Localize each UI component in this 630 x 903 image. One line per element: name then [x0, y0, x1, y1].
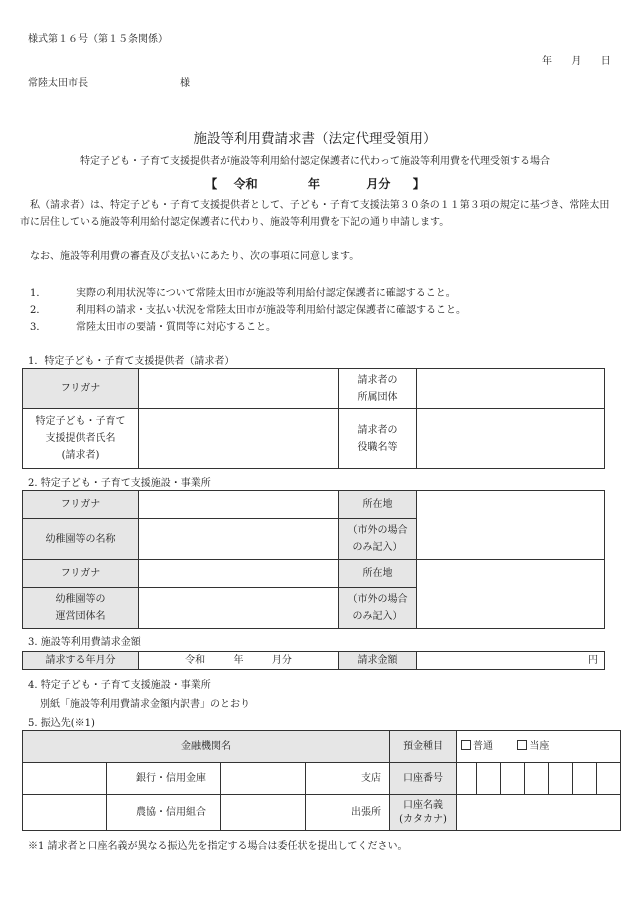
billing-year: 年: [233, 655, 244, 666]
coop-type-label: 農協・信用組合: [107, 795, 221, 831]
account-digit[interactable]: [597, 763, 621, 795]
section2-heading: 2. 特定子ども・子育て支援施設・事業所: [28, 478, 211, 489]
requester-table: [22, 368, 605, 469]
facility-outside-note-line1: （市外の場合: [347, 525, 408, 536]
bank-table: [22, 730, 621, 831]
operator-outside-note-line2: のみ記入）: [352, 611, 403, 622]
account-digit[interactable]: [525, 763, 549, 795]
financial-institution-label: 金融機関名: [23, 731, 390, 763]
section4-note: 別紙「施設等利用費請求金額内訳書」のとおり: [40, 699, 250, 710]
account-digit[interactable]: [549, 763, 573, 795]
requester-org-field[interactable]: [417, 369, 605, 409]
operator-name-label-line1: 幼稚園等の: [55, 594, 106, 605]
requester-name-field[interactable]: [139, 409, 339, 469]
deposit-type-options: [457, 731, 621, 763]
date-day-label: 日: [600, 56, 611, 67]
requester-title-label-line1: 請求者の: [357, 424, 398, 436]
billing-period: [0, 175, 630, 192]
branch-name-field[interactable]: [221, 763, 306, 795]
consent-item-text: 実際の利用状況等について常陸太田市が施設等利用給付認定保護者に確認すること。: [76, 288, 456, 299]
billing-month: 月分: [271, 655, 292, 666]
operator-outside-note: [339, 588, 417, 629]
period-year: 年: [307, 177, 320, 191]
requester-org-label-line1: 請求者の: [357, 374, 398, 386]
footnote: ※1 請求者と口座名義が異なる振込先を指定する場合は委任状を提出してください。: [28, 841, 408, 852]
consent-paragraph: なお、施設等利用費の審査及び支払いにあたり、次の事項に同意します。: [30, 251, 360, 262]
facility-address-label: 所在地: [339, 491, 417, 519]
billing-era: 令和: [185, 655, 206, 666]
sub-branch-label: 出張所: [306, 795, 390, 831]
consent-item-num: 1．: [30, 288, 47, 299]
operator-address-field[interactable]: [417, 560, 605, 629]
consent-item-num: 2．: [30, 305, 47, 316]
currency-unit: 円: [588, 655, 598, 666]
facility-outside-note-line2: のみ記入）: [352, 542, 403, 553]
period-month: 月分: [366, 177, 391, 191]
section4-heading: 4. 特定子ども・子育て支援施設・事業所: [28, 680, 211, 691]
requester-name-label-line1: 特定子ども・子育て: [35, 416, 126, 427]
date-line: [542, 52, 611, 67]
section1-heading: 1．特定子ども・子育て支援提供者（請求者）: [28, 356, 235, 367]
account-name-label: [390, 795, 457, 831]
form-number: 様式第１６号（第１５条関係）: [28, 34, 168, 45]
amount-table: [22, 651, 605, 670]
operator-name-label: [23, 588, 139, 629]
bank-type-label: 銀行・信用金庫: [107, 763, 221, 795]
requester-title-label-line2: 役職名等: [357, 441, 398, 453]
section5-heading: 5. 振込先(※1): [28, 718, 95, 729]
consent-item-text: 常陸太田市の要請・質問等に対応すること。: [76, 322, 276, 333]
intro-paragraph: 私（請求者）は、特定子ども・子育て支援提供者として、子ども・子育て支援法第３０条の１１第３項の規定に基づき、常陸太田市に居住している施設等利用給付認定保護者に代わり、施設等利用費を下記の通り申請します。: [20, 200, 610, 228]
account-number-label: 口座番号: [390, 763, 457, 795]
sub-branch-name-field[interactable]: [221, 795, 306, 831]
bank-name-field[interactable]: [23, 763, 107, 795]
branch-label: 支店: [306, 763, 390, 795]
requester-furigana-label: フリガナ: [23, 369, 139, 409]
checking-label: 当座: [529, 741, 550, 752]
billing-month-label: 請求する年月分: [23, 652, 139, 670]
account-digit[interactable]: [501, 763, 525, 795]
kindergarten-name-field[interactable]: [139, 519, 339, 560]
deposit-type-label: 預金種目: [390, 731, 457, 763]
account-name-field[interactable]: [457, 795, 621, 831]
amount-label: 請求金額: [339, 652, 417, 670]
period-open-bracket: 【: [205, 177, 218, 191]
consent-item-num: 3．: [30, 322, 47, 333]
requester-title-label: [339, 409, 417, 469]
requester-org-label-line2: 所属団体: [357, 391, 398, 403]
account-digit[interactable]: [573, 763, 597, 795]
ordinary-label: 普通: [473, 741, 493, 752]
kindergarten-name-label: 幼稚園等の名称: [23, 519, 139, 560]
billing-month-field[interactable]: [139, 652, 339, 670]
document-title: 施設等利用費請求書（法定代理受領用）: [193, 131, 437, 147]
account-name-label-line2: (カタカナ): [399, 813, 447, 825]
period-era: 令和: [233, 177, 258, 191]
requester-name-label-line2: 支援提供者氏名: [45, 433, 116, 444]
facility-furigana-field[interactable]: [139, 491, 339, 519]
amount-field[interactable]: [417, 652, 605, 670]
document-subtitle: 特定子ども・子育て支援提供者が施設等利用給付認定保護者に代わって施設等利用費を代理受領する場合: [80, 156, 550, 167]
honorific: 様: [180, 78, 190, 89]
requester-furigana-field[interactable]: [139, 369, 339, 409]
requester-org-label: [339, 369, 417, 409]
ordinary-checkbox[interactable]: [461, 740, 471, 750]
requester-title-field[interactable]: [417, 409, 605, 469]
consent-item-text: 利用料の請求・支払い状況を常陸太田市が施設等利用給付認定保護者に確認すること。: [76, 305, 466, 316]
section3-heading: 3. 施設等利用費請求金額: [28, 637, 141, 648]
account-digit[interactable]: [457, 763, 477, 795]
account-name-label-line1: 口座名義: [403, 799, 443, 811]
date-year-label: 年: [542, 56, 552, 67]
operator-address-label: 所在地: [339, 560, 417, 588]
addressee: 常陸太田市長: [28, 78, 88, 89]
operator-furigana-label: フリガナ: [23, 560, 139, 588]
operator-outside-note-line1: （市外の場合: [347, 594, 408, 605]
checking-option[interactable]: [517, 741, 549, 752]
period-close-bracket: 】: [412, 177, 425, 191]
operator-name-field[interactable]: [139, 588, 339, 629]
facility-furigana-label: フリガナ: [23, 491, 139, 519]
requester-name-label: [23, 409, 139, 469]
operator-name-label-line2: 運営団体名: [55, 611, 106, 622]
date-month-label: 月: [571, 56, 582, 67]
facility-address-field[interactable]: [417, 491, 605, 560]
checking-checkbox[interactable]: [517, 740, 527, 750]
ordinary-option[interactable]: [461, 741, 493, 752]
requester-name-label-line3: (請求者): [61, 450, 100, 461]
facility-outside-note: [339, 519, 417, 560]
account-digit[interactable]: [477, 763, 501, 795]
operator-furigana-field[interactable]: [139, 560, 339, 588]
facility-table: [22, 490, 605, 629]
coop-name-field[interactable]: [23, 795, 107, 831]
